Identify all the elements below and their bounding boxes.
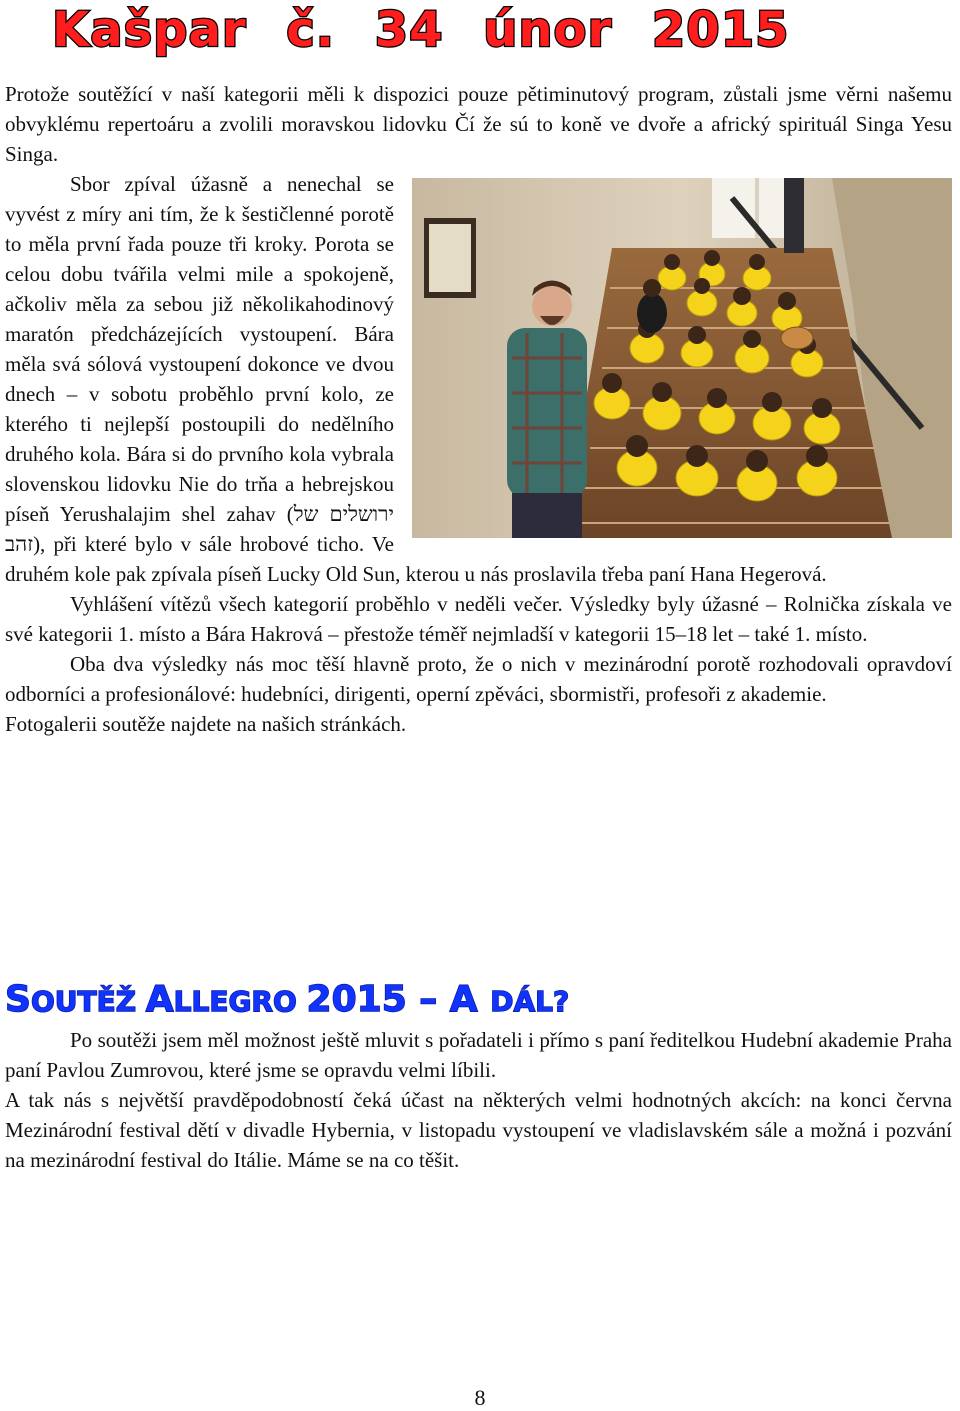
hebrew-song-title: ירושלים של זהב xyxy=(5,502,394,556)
page-number: 8 xyxy=(474,1385,486,1410)
section-heading: SOUTĚŽ ALLEGRO 2015 – A DÁL? xyxy=(5,979,570,1020)
choir-on-stairs-image xyxy=(412,178,952,538)
paragraph-results: Vyhlášení vítězů všech kategorií proběhlo v neděli večer. Výsledky byly úžasné – Rolnička získala ve své kategorii 1. místo a Bára Hakrová – přestože téměř nejmladší v kategorii 15–18 let – také 1. místo. xyxy=(5,592,952,646)
article2-body xyxy=(5,1025,952,1175)
paragraph-intro: Protože soutěžící v naší kategorii měli k dispozici pouze pětiminutový program, zůstali jsme věrni našemu obvyklému repertoáru a zvolili moravskou lidovku Čí že sú to koně ve dvoře a africký spirituál Singa Yesu Singa. xyxy=(5,82,952,166)
paragraph-performance: Sbor zpíval úžasně a nenechal se vyvést z míry ani tím, že k šestičlenné porotě to měla první řada pouze tři kroky. Porota se celou dobu tvářila velmi mile a spokojeně, ačkoliv měla za sebou již několikahodinový maratón předcházejících vystoupení. Bára měla svá sólová vystoupení dokonce ve dvou dnech – v sobotu proběhlo první kolo, ze kterého ti nejlepší postoupili do nedělního druhého kola. Bára si do prvního kola vybrala slovenskou lidovku Nie do trňa a hebrejskou píseň Yerushalajim shel zahav (ירושלים של זהב), při které bylo v sále hrobové ticho. Ve druhém kole pak zpívala píseň Lucky Old Sun, kterou u nás proslavila třeba paní Hana Hegerová. xyxy=(5,172,827,586)
paragraph-jury: Oba dva výsledky nás moc těší hlavně proto, že o nich v mezinárodní porotě rozhodovali opravdoví odborníci a profesionálové: hudebníci, dirigenti, operní zpěváci, sbormistři, profesoři z akademie. xyxy=(5,652,952,706)
article-body xyxy=(5,79,952,739)
paragraph-plans: A tak nás s největší pravděpodobností čeká účast na některých velmi hodnotných akcích: na konci června Mezinárodní festival dětí v divadle Hybernia, v listopadu vystoupení ve vladislavském sále a možná i pozvání na mezinárodní festival do Itálie. Máme se na co těšit. xyxy=(5,1088,952,1172)
masthead-title: Kašpar č. 34 únor 2015 xyxy=(52,2,790,58)
paragraph-meeting: Po soutěži jsem měl možnost ještě mluvit s pořadateli i přímo s paní ředitelkou Hudební akademie Praha paní Pavlou Zumrovou, které jsme se opravdu velmi líbili. xyxy=(5,1028,952,1082)
choir-photo xyxy=(412,178,952,538)
paragraph-gallery: Fotogalerii soutěže najdete na našich stránkách. xyxy=(5,712,407,736)
